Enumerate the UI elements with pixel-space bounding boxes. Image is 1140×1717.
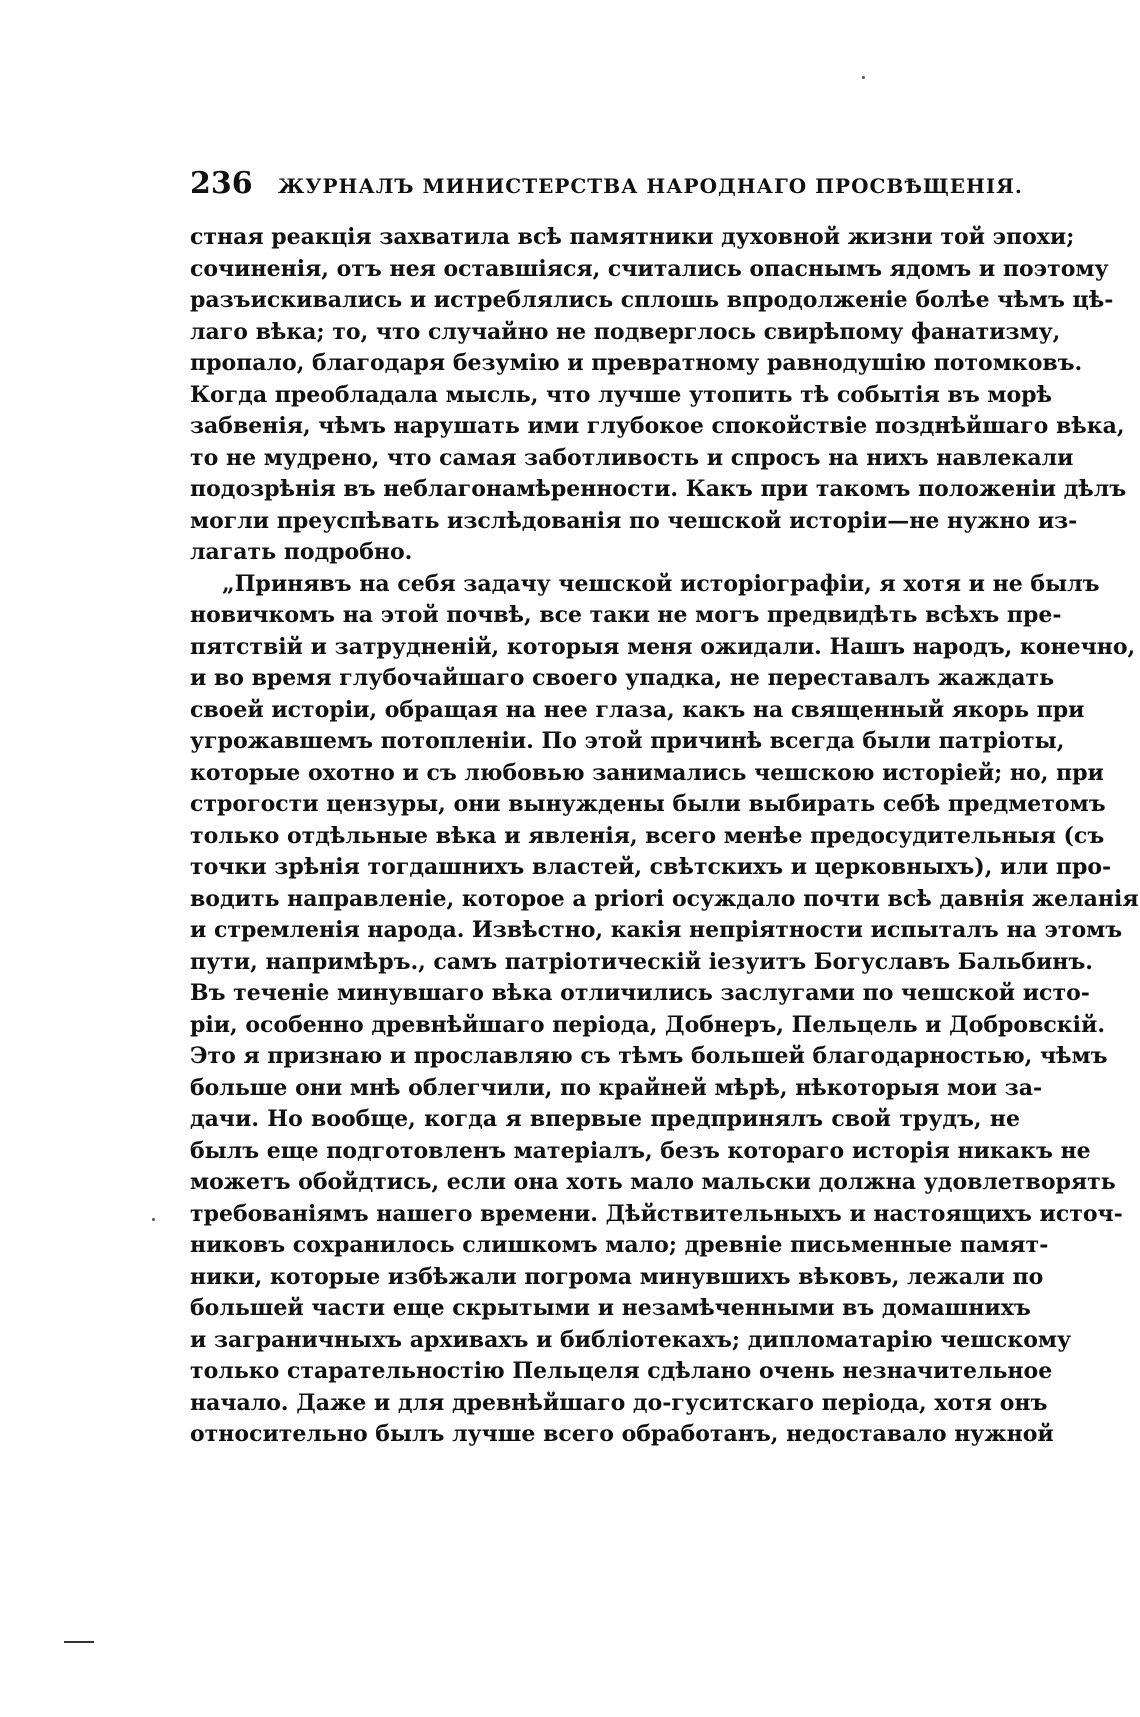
text-line: пути, напримѣръ., самъ патріотическій іезуитъ Богуславъ Бальбинъ. — [190, 948, 1093, 975]
text-line: „Принявъ на себя задачу чешской исторіографіи, я хотя и не былъ — [222, 570, 1100, 597]
text-line: водить направленіе, которое a priori осуждало почти всѣ давнія желанія — [190, 885, 1139, 912]
text-line: лаго вѣка; то, что случайно не подверглось свирѣпому фанатизму, — [190, 318, 1061, 345]
text-line: разъискивались и истреблялись сплошь впродолженіе болѣе чѣмъ цѣ- — [190, 287, 1114, 313]
speck — [152, 1218, 155, 1221]
text-line: забвенія, чѣмъ нарушать ими глубокое спокойствіе позднѣйшаго вѣка, — [190, 413, 1125, 439]
text-line: дачи. Но вообще, когда я впервые предпринялъ свой трудъ, не — [190, 1106, 1020, 1132]
running-header — [190, 166, 1023, 201]
text-line: ріи, особенно древнѣйшаго періода, Добнеръ, Пельцель и Добровскій. — [190, 1011, 1106, 1038]
text-line: новичкомъ на этой почвѣ, все таки не могъ предвидѣть всѣхъ пре- — [190, 602, 1062, 628]
text-line: своей исторіи, обращая на нее глаза, какъ на священный якорь при — [190, 696, 1085, 723]
text-line: и заграничныхъ архивахъ и библіотекахъ; дипломатарію чешскому — [190, 1326, 1072, 1353]
text-line: Когда преобладала мысль, что лучше утопить тѣ событія въ морѣ — [190, 381, 1053, 408]
text-line: которые охотно и съ любовью занимались чешскою исторіей; но, при — [190, 759, 1104, 786]
text-line: строгости цензуры, они вынуждены были выбирать себѣ предметомъ — [190, 791, 1106, 817]
text-line: Въ теченіе минувшаго вѣка отличились заслугами по чешской исто- — [190, 980, 1090, 1006]
text-line: могли преуспѣвать изслѣдованія по чешской исторіи—не нужно из- — [190, 507, 1078, 534]
text-line: и во время глубочайшаго своего упадка, не переставалъ жаждать — [190, 665, 1055, 691]
speck — [862, 76, 865, 79]
text-line: больше они мнѣ облегчили, по крайней мѣрѣ, нѣкоторыя мои за- — [190, 1074, 1043, 1101]
text-line: и стремленія народа. Извѣстно, какія непріятности испыталъ на этомъ — [190, 917, 1123, 943]
text-line: былъ еще подготовленъ матеріалъ, безъ котораго исторія никакъ не — [190, 1137, 1091, 1164]
margin-mark — [64, 1641, 94, 1643]
text-line: Это я признаю и прославляю съ тѣмъ большей благодарностью, чѣмъ — [190, 1043, 1108, 1069]
page-number: 236 — [190, 166, 253, 201]
text-line: никовъ сохранилось слишкомъ мало; древніе письменные памят- — [190, 1232, 1049, 1258]
text-line: можетъ обойдтись, если она хоть мало мальски должна удовлетворять — [190, 1169, 1116, 1195]
text-line: пятствій и затрудненій, которыя меня ожидали. Нашъ народъ, конечно, — [190, 633, 1136, 660]
text-line: только старательностію Пельцеля сдѣлано очень незначительное — [190, 1358, 1053, 1384]
body-text — [190, 222, 1139, 1451]
text-line: лагать подробно. — [190, 539, 413, 565]
text-line: начало. Даже и для древнѣйшаго до-гуситскаго періода, хотя онъ — [190, 1389, 1048, 1416]
text-line: большей части еще скрытыми и незамѣченными въ домашнихъ — [190, 1295, 1031, 1321]
text-line: сочиненія, отъ нея оставшіяся, считались опаснымъ ядомъ и поэтому — [190, 255, 1109, 282]
text-line: стная реакція захватила всѣ памятники духовной жизни той эпохи; — [190, 224, 1075, 250]
text-line: пропало, благодаря безумію и превратному равнодушію потомковъ. — [190, 350, 1083, 376]
text-line: требованіямъ нашего времени. Дѣйствительныхъ и настоящихъ источ- — [190, 1200, 1123, 1227]
journal-title: ЖУРНАЛЪ МИНИСТЕРСТВА НАРОДНАГО ПРОСВѢЩЕНІЯ. — [278, 174, 1023, 198]
text-line: ники, которые избѣжали погрома минувшихъ вѣковъ, лежали по — [190, 1263, 1044, 1290]
text-line: угрожавшемъ потопленіи. По этой причинѣ всегда были патріоты, — [190, 728, 1065, 754]
text-line: подозрѣнія въ неблагонамѣренности. Какъ при такомъ положеніи дѣлъ — [190, 476, 1127, 502]
text-line: то не мудрено, что самая заботливость и спросъ на нихъ навлекали — [190, 444, 1074, 471]
text-line: точки зрѣнія тогдашнихъ властей, свѣтскихъ и церковныхъ), или про- — [190, 854, 1112, 880]
text-line: только отдѣльные вѣка и явленія, всего менѣе предосудительныя (съ — [190, 822, 1105, 849]
text-line: относительно былъ лучше всего обработанъ, недоставало нужной — [190, 1421, 1054, 1447]
